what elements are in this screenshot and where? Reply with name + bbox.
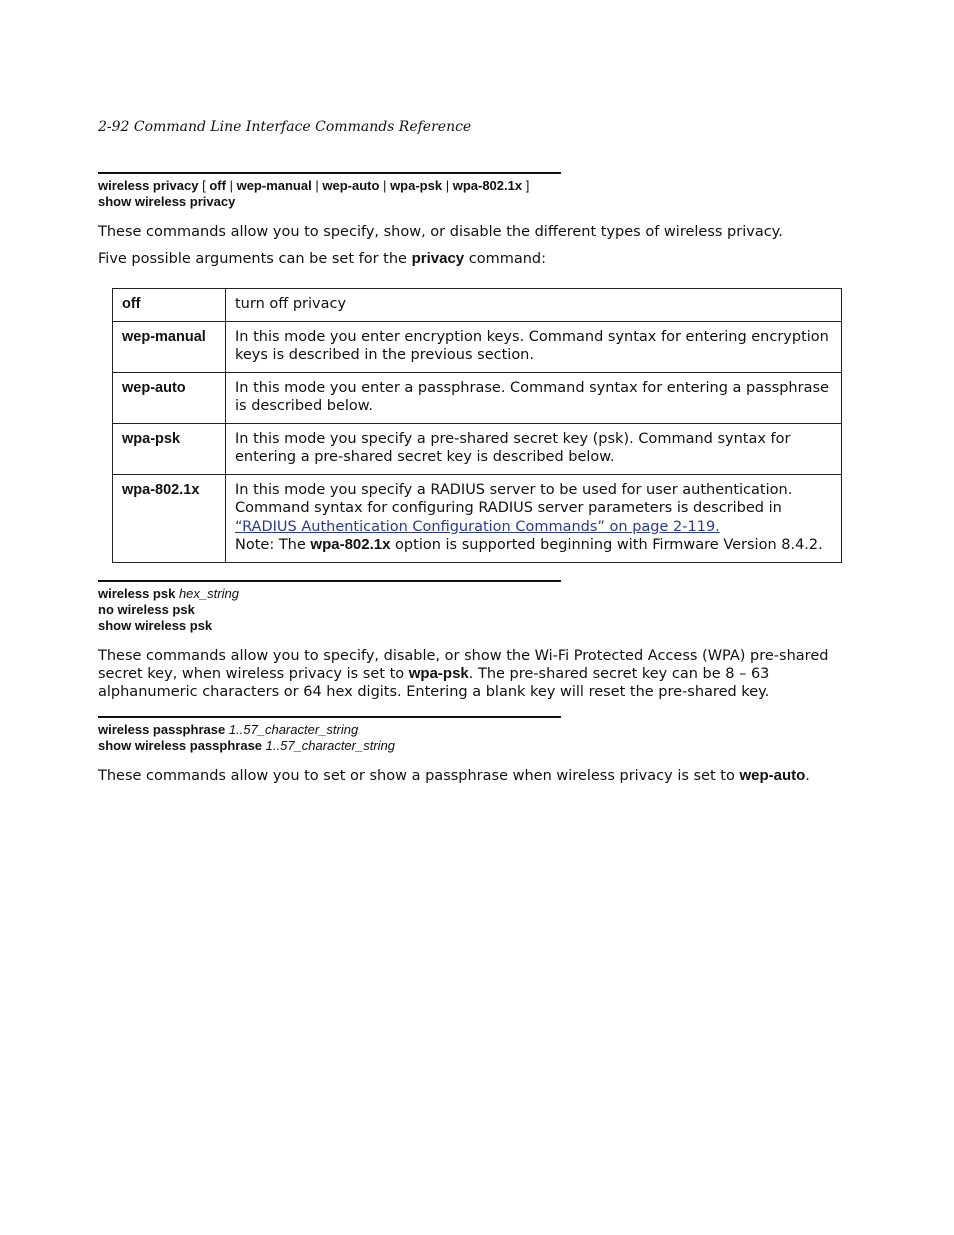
radius-xref-link[interactable]: “RADIUS Authentication Configuration Commands” on page 2-119. bbox=[235, 518, 720, 535]
arg-key: wpa-psk bbox=[113, 423, 226, 474]
privacy-description: These commands allow you to specify, show, or disable the different types of wireless privacy. bbox=[98, 224, 783, 240]
privacy-intro: Five possible arguments can be set for the privacy command: bbox=[98, 250, 547, 267]
psk-command: wireless psk hex_string bbox=[98, 586, 239, 601]
passphrase-show-command: show wireless passphrase 1..57_character_string bbox=[98, 738, 396, 753]
page-header: 2-92 Command Line Interface Commands Reference bbox=[98, 119, 472, 135]
privacy-syntax bbox=[98, 178, 529, 210]
section-rule-psk bbox=[98, 580, 561, 582]
table-row bbox=[113, 321, 842, 372]
arg-key: off bbox=[113, 289, 226, 322]
firmware-note: Note: The wpa-802.1x option is supported beginning with Firmware Version 8.4.2. bbox=[235, 536, 823, 553]
privacy-arguments-table bbox=[112, 288, 842, 563]
arg-description: In this mode you enter encryption keys. Command syntax for entering encryption keys is described in the previous section. bbox=[226, 321, 842, 372]
psk-show-command: show wireless psk bbox=[98, 618, 213, 633]
privacy-syntax-line: wireless privacy [ off | wep-manual | wep-auto | wpa-psk | wpa-802.1x ] bbox=[98, 178, 530, 193]
section-rule-passphrase bbox=[98, 716, 561, 718]
psk-syntax bbox=[98, 586, 239, 634]
section-rule-privacy bbox=[98, 172, 561, 174]
passphrase-description: These commands allow you to set or show a passphrase when wireless privacy is set to wep-auto. bbox=[98, 767, 810, 784]
arg-description: turn off privacy bbox=[226, 289, 842, 322]
table-row bbox=[113, 423, 842, 474]
table-row bbox=[113, 289, 842, 322]
passphrase-syntax bbox=[98, 722, 395, 754]
privacy-show-command: show wireless privacy bbox=[98, 194, 236, 209]
table-row bbox=[113, 474, 842, 562]
psk-no-command: no wireless psk bbox=[98, 602, 195, 617]
passphrase-command: wireless passphrase 1..57_character_string bbox=[98, 722, 359, 737]
arg-key: wep-manual bbox=[113, 321, 226, 372]
arg-description: In this mode you enter a passphrase. Command syntax for entering a passphrase is described below. bbox=[226, 372, 842, 423]
table-row bbox=[113, 372, 842, 423]
arg-description: In this mode you specify a RADIUS server to be used for user authentication. Command syntax for configuring RADIUS server parameters is described in “RADIUS Authentication Configuration Commands” on page 2-119. Note: The wpa-802.1x option is supported beginning with Firmware Version 8.4.2. bbox=[226, 474, 842, 562]
psk-description: These commands allow you to specify, disable, or show the Wi-Fi Protected Access (WPA) pre-shared secret key, when wireless privacy is set to wpa-psk. The pre-shared secret key can be 8 – 63 alphanumeric characters or 64 hex digits. Entering a blank key will reset the pre-shared key. bbox=[98, 648, 829, 700]
arg-key: wep-auto bbox=[113, 372, 226, 423]
arg-description: In this mode you specify a pre-shared secret key (psk). Command syntax for entering a pre-shared secret key is described below. bbox=[226, 423, 842, 474]
arg-key: wpa-802.1x bbox=[113, 474, 226, 562]
